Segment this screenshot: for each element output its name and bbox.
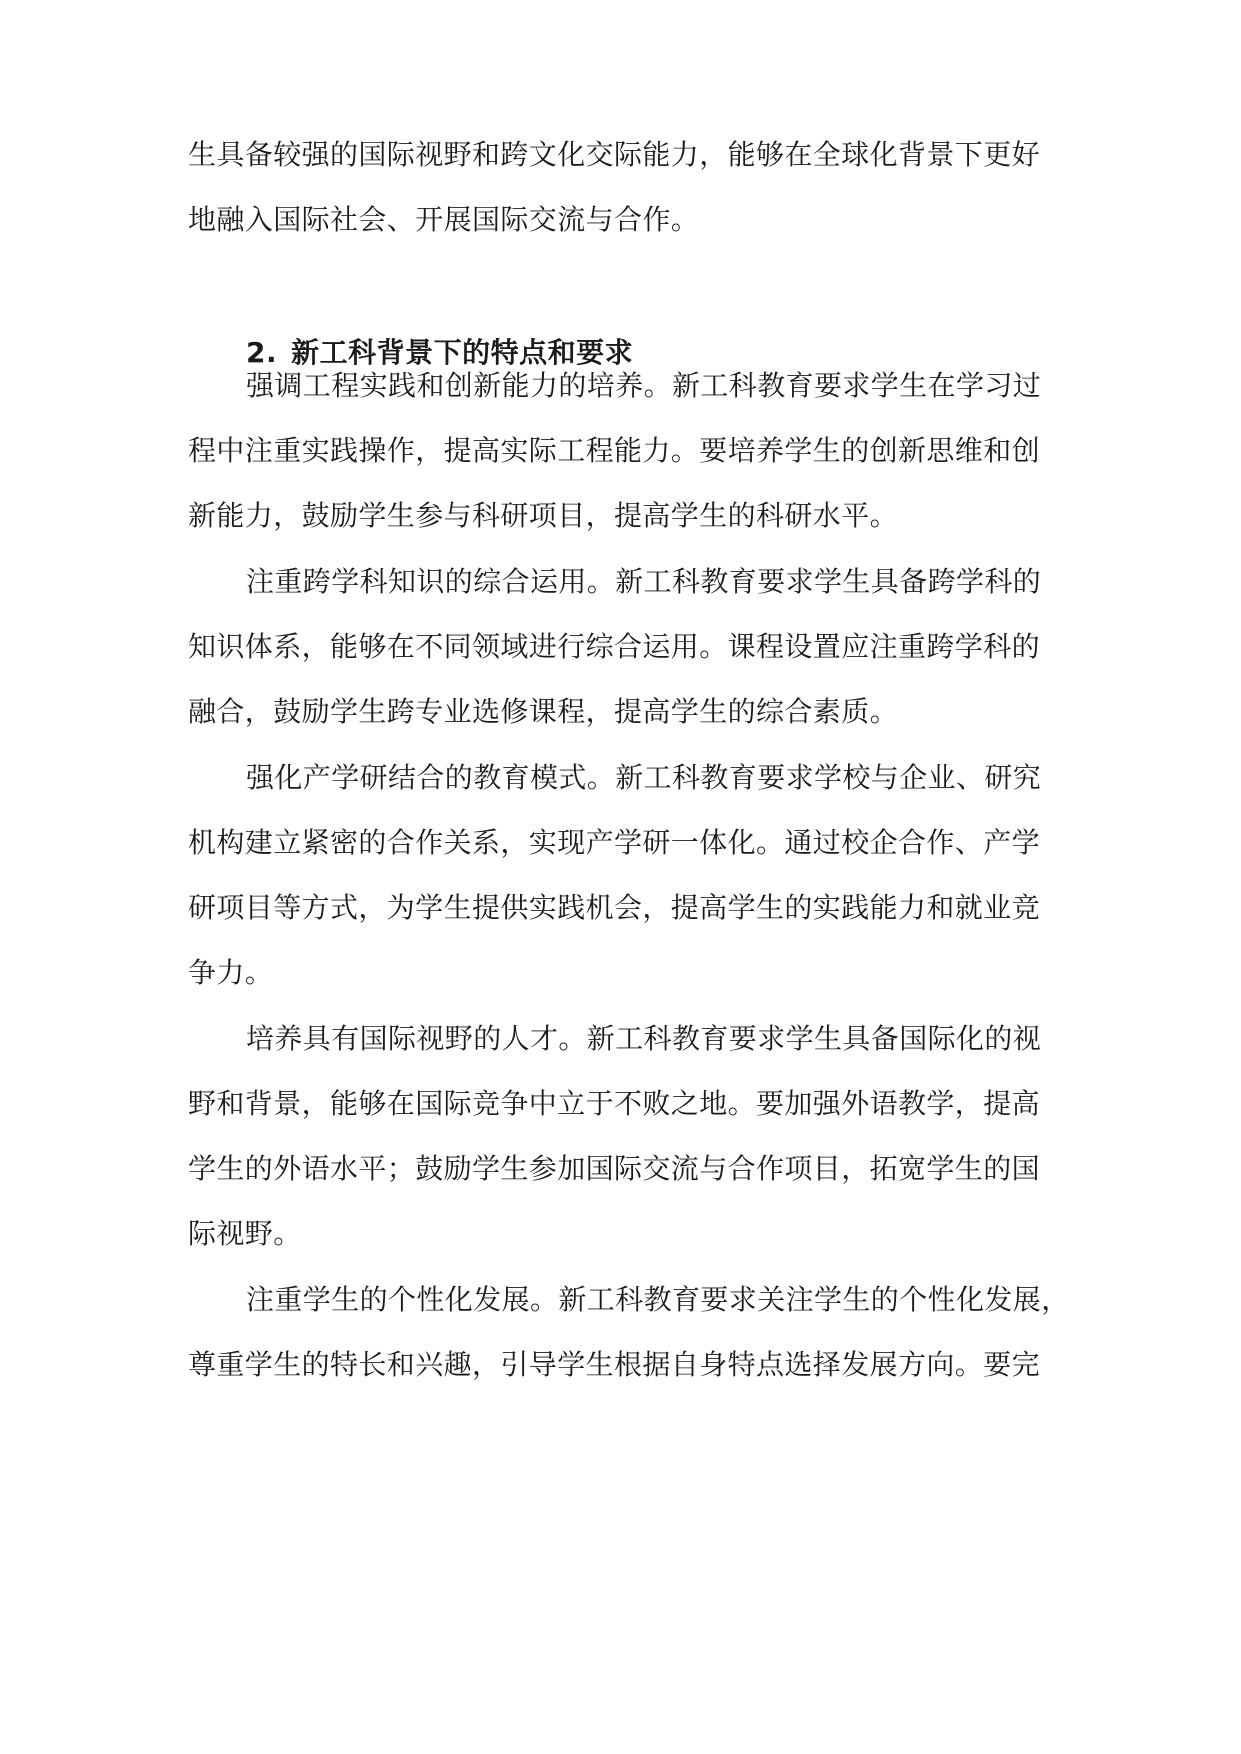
paragraph-4-line-2: 野和背景，能够在国际竞争中立于不败之地。要加强外语教学，提高 [188,1087,1041,1120]
paragraph-4-line-4: 际视野。 [188,1217,302,1250]
paragraph-3-line-1: 强化产学研结合的教育模式。新工科教育要求学校与企业、研究 [246,761,1042,794]
section-title: 新工科背景下的特点和要求 [291,336,634,369]
paragraph-5-line-1: 注重学生的个性化发展。新工科教育要求关注学生的个性化发展， [246,1283,1070,1316]
paragraph-1-line-1: 强调工程实践和创新能力的培养。新工科教育要求学生在学习过 [246,369,1042,402]
paragraph-3-line-3: 研项目等方式，为学生提供实践机会，提高学生的实践能力和就业竞 [188,891,1041,924]
paragraph-1-line-3: 新能力，鼓励学生参与科研项目，提高学生的科研水平。 [188,499,899,532]
paragraph-2-line-3: 融合，鼓励学生跨专业选修课程，提高学生的综合素质。 [188,695,899,728]
paragraph-2-line-2: 知识体系，能够在不同领域进行综合运用。课程设置应注重跨学科的 [188,630,1041,663]
intro-line-2: 地融入国际社会、开展国际交流与合作。 [188,203,700,236]
paragraph-4-line-1: 培养具有国际视野的人才。新工科教育要求学生具备国际化的视 [246,1022,1042,1055]
paragraph-1-line-2: 程中注重实践操作，提高实际工程能力。要培养学生的创新思维和创 [188,434,1041,467]
paragraph-5-line-2: 尊重学生的特长和兴趣，引导学生根据自身特点选择发展方向。要完 [188,1348,1041,1381]
intro-line-1: 生具备较强的国际视野和跨文化交际能力，能够在全球化背景下更好 [188,138,1041,171]
paragraph-4-line-3: 学生的外语水平；鼓励学生参加国际交流与合作项目，拓宽学生的国 [188,1152,1041,1185]
paragraph-3-line-4: 争力。 [188,956,274,989]
section-number: 2. [246,336,278,369]
paragraph-2-line-1: 注重跨学科知识的综合运用。新工科教育要求学生具备跨学科的 [246,565,1042,598]
paragraph-3-line-2: 机构建立紧密的合作关系，实现产学研一体化。通过校企合作、产学 [188,826,1041,859]
